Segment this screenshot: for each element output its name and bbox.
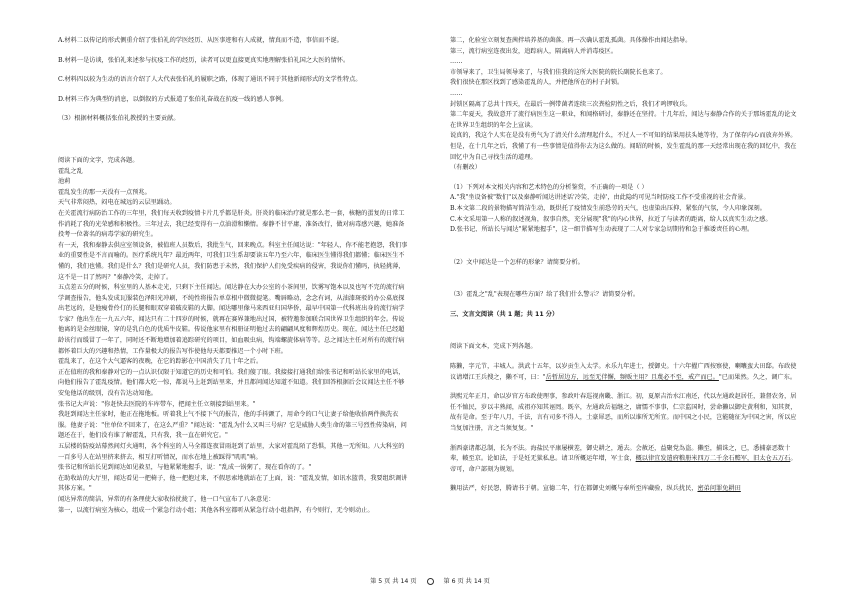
underlined-text: 密弟问罪免耕田	[697, 485, 741, 493]
ellipsis: ……	[450, 89, 463, 97]
question-1: （1）下列对本文相关内容和艺术特色的分析鉴赏，不正确的一项是（ ）	[450, 183, 648, 191]
option-d: D.材料三作为典型的消息，以倒叙的方式报道了张伯礼奋战在抗疫一线的感人事例。	[58, 95, 288, 103]
paragraph: 五层楼的防疫站幕然间灯火通明，各个科室的人马全都连夜冒雨赶到了站里，大家对霍乱陌了恐惧，其他一无所知。八大科室的一百多号人在站里挤来挤去，相互打听情况，而水在地上被踩得"叽叽"响。	[58, 443, 405, 461]
right-column	[450, 36, 802, 495]
paragraph: 天气非常闷热，闷电在城远的云层里踊动。	[58, 199, 176, 207]
page-footer	[0, 577, 860, 588]
paragraph: 有一天，我和秦静去供应室领设备，被值班人员数后，我批生气，回来晚点。科室主任闻达说："年轻人，你不能老抱怨，我们事业的重要性是不言而喻的。医疗系统凡年？最近两年，可我们卫生系却要读五年乃至六年，临床医生懂得我们都懂；临床医生不懂的，我们也懂。我们是什么？我们是研究人员，我们防患于未然，我们保护人们免受疾病的侵害，我说你们懂吗，执轻挑薄，这不是一目了然吗？"秦静冷笑，走掉了。	[58, 241, 408, 281]
question-1-option-b: B.本文第二段的景物描写简洁生动，既烘托了疫情发生前恐劳的天气，也虚染出压抑、紧张的气氛，令人印象深刻。	[450, 204, 766, 212]
question-1-option-d: D.张书记、所站长与闻达"紧紧地握手"，这一细节描写生动表现了二人对专家急切期待和急于推诿责任的心理。	[450, 226, 754, 234]
option-c: C.材料四以较为生动的语言介绍了人大代表张伯礼的履职之路，体现了通讯不同于其他新闻形式的文学性特点。	[58, 76, 362, 84]
classical-paragraph	[450, 362, 802, 383]
text: 獭用法严，好民怨，腾请书于朝。宣德二年，行在都御史刘概与奉所至库藏验，纵兵扰民，	[450, 485, 698, 493]
paragraph: 第二，化验室立刻复查茜拌培养基的菌落。再一次确认霍乱孤菌。具体操作由闻达指导。	[450, 37, 692, 44]
paragraph: 说真的，我这个人实在是没有勇气为了清关什么清理起什么，不过人一不可知的结果用扶头她等待，为了保存内心而放弃外界。但是，在十几年之后，我懂了有一些事情是值得你去为这么做的。闻昭的时候，发生霍乱的那一天经常出现在我的回忆中，我在回忆中为自己寻找生活的道理。	[450, 132, 797, 161]
question-1-option-a: A."我"坐设备被"数们"以及秦静听闻达讲述话'冷笑，走掉'，由此隐约可见当时防疫工作不受重视的社会背景。	[450, 194, 750, 202]
reading-intro: 阅读下面的文字，完成各题。	[58, 156, 139, 164]
paragraph: 封锁区隔离了总共十四天，在最后一例带菌者连续三次粪检阴性之后，我们才鸣锣收兵。	[450, 100, 692, 108]
left-column	[58, 36, 410, 516]
option-b: B.材料一是访谈，张伯礼来述参与抗疫工作的经历，读者可以更直接更真实地理解张伯礼国之大医的情怀。	[58, 56, 350, 64]
ellipsis: ……	[450, 58, 463, 66]
paragraph: 我们很快在那区找到了感染霍乱的人，并把他所在的村子封锁。	[450, 79, 624, 87]
classical-paragraph	[450, 444, 802, 476]
left-page-number: 第 5 页 共 14 页	[370, 578, 417, 585]
text: 浙西豪诸都总制，长为不法。海盐民平康屡横差，御史耕之，遁去。会赦还，益聚党為盗。獭至，捕诛之，已，悉捕豪恶数十辈，帔至京。论如法，于是妊无狱私息。请卫所概运年增，军士食，	[450, 444, 791, 463]
paragraph: 五点差五分的时候，科室里的人基本走光，只剩下主任闻达。闻达静在大办公室的小茶间里，饮雾写饱本以及也写不完的流行病学调查报告，他头发成瓦服装色泽阳光冲刷，不纯性将报告单草根中微微提笔。嘴唇略动，念念有词，从油漆斑驳的办公桌底探出老远的，是他瘦骨伶仃的长腿和眼双穿着破皮鞋的大脚。闻达哪里像马来西亚归国华侨，最早中国第一代科班出身的流行病学专家？他出生在一九五六年，闻达只有二十四岁的时候，就再在赛界兼地出过国，被特邀参加联合国世界卫生组织的年会。传说他离的是金丝眼镜，穿的是乳白色的优质牛皮鞋。传说他家里有相册证明他过去的翩翩风度和辉煌历史。现在，闻达主任已经超龄该行而缓冒了一年了，同时还不断地增加着追踪研究的项目，如血吸虫病，钩端螺旋体病等等。总之闻达主任对所有的流行病都怀着巨大的兴趣和热情，工作量极大的报告写作使他每天都要推迟一个小时下班。	[58, 284, 405, 355]
story-author: 池莉	[58, 178, 71, 186]
text: 。帝可，命户部刻为规划。	[450, 455, 797, 473]
paragraph: 在助收站的大厅里，闻达看见一把椅子，他一把抱过来，不假思索地就站在了上面，说："霍乱发情，如讯水篮兽，我要组织调讲其体方案。"	[58, 474, 408, 493]
paragraph: 闻达异常的简洁，异常的有条理使大家收拾扰拢了，他一口气宣布了八条意见：	[58, 495, 275, 503]
story-body	[58, 188, 410, 516]
classical-paragraph	[450, 392, 802, 434]
text: 陈獭，字元节，丰城人。洪武十五年，以岁贡生入太学。永乐九年进士，授御史。十六年擢广西按察使，喇囔蛮大田邸。布政使议请增江王兵搜之，獭不可，曰："	[450, 363, 797, 381]
paragraph: 正在值班的我和秦静对它的一点认识仅限于知道它的历史和可怕。我们傻了眼。我接接打通我们给张书记和听站长家里的电话，向他们报告了霍乱疫情。他们都大吃一惊，都说马上赶到站里来，并且都问闻达知道不知道。我们回答根据后会议闻达主任不够安兔他话的级别，没有告达动知他。	[58, 368, 405, 398]
question-1-option-c: C.本文采用第一人称的叙述视角，叙事自然，充分展现"我"的内心世界，拉近了与读者的距离，给人以真实生动之感。	[450, 215, 772, 223]
paragraph: 第三，流行病室连夜出发，追踪病人，隔离病人并消毒疫区。	[450, 47, 618, 55]
paragraph: 市领导来了，卫生局领导来了，与我们佳我的这所大医院的院长副院长也来了。	[450, 68, 667, 76]
paragraph: 我赶到闻达主任家时，他正在拖地板。听着我上气不接下气的报告，他的手抖颤了，用命令的口气让妻子给他收拾两件换洗衣服。他妻子说："住单位不回来了，在这么严重？"闻达说："霍乱为什么又叫三号病？它是威胁人类生命的第三号烈性传染病，问题还在于，他们没有谁了解霍乱，只有我，我一直在研究它。"	[58, 411, 407, 440]
underlined-text: 概以律宜发遣府粮册米四万二千余石赡军，旧太仓五万石	[635, 455, 791, 463]
question-3: （3）霍乱之"乱"表现在哪些方面？给了我们什么警示？请简要分析。	[450, 291, 640, 299]
story-title: 霍乱之乱	[58, 167, 83, 175]
paragraph: 霍乱来了，在这个大气逼客的夜晚，在它的踪影在中国消失了几十年之后。	[58, 358, 263, 366]
text: "已而果然。久之，调广东。	[718, 373, 797, 381]
binding-circle-icon	[427, 578, 434, 585]
source-note: （有删改）	[450, 164, 481, 172]
paragraph: 第二年夏天，我故意开了流行病医生这一职业，和闻格研讨，秦静还在坚持。十几年后，闻达与秦静合作的关于那场霍乱的论文在世界卫生组织的年会上宣读。	[450, 111, 797, 129]
section-heading: 三、文言文阅读（共 1 题；共 11 分）	[450, 310, 559, 318]
paragraph: 张书记和所站长见到闻达如见救星，与他紧紧地握手，说："乱成一锅粥了，现在看你的了。"	[58, 464, 312, 472]
paragraph: 第一，以流行病室为核心，组成一个紧急行动小组；其他各科室都听从紧急行动小组指挥，有令则行，无令则动止。	[58, 506, 374, 514]
right-page-number: 第 6 页 共 14 页	[443, 578, 490, 585]
paragraph: 张书记大声说："你赶快去医院的车库带车，把闻主任立刻接到站里来。"	[58, 400, 256, 408]
question-2: （2）文中闻达是一个怎样的形象？请简要分析。	[450, 258, 584, 266]
reading-intro: 阅读下面文本，完成下列各题。	[450, 343, 537, 351]
question-3: （3）根据材料概括张伯礼教授的主要贡献。	[58, 115, 180, 123]
text: 洪熙元年正月，命以岁官方布政使理事，参政叶春巡视南畿、浙江。初，夏原吉治水江南还，代以左通政赵居任，兼督农务，居任不恤民，岁以丰熟闻，成祖亦知其诬罔。既卒，左通政岳福继之，庸懦不事事，仁宗监国时，尝命獭以御史黄利和，知其贤，故有是命。至于年八月，千法，言有司多不得人，土豪犀恶，而所以谁所无所宜。而中国之小民，岂能随征为中国之害，所以应当复加注册，言之当须复复。"	[450, 393, 797, 433]
underlined-text: 岳暂居边方，远至无伴懈，频贩主用？且蔑必不至，戒产而已。	[545, 373, 719, 381]
classical-paragraph	[450, 484, 802, 495]
paragraph: 霍乱发生的那一天没有一点预兆。	[58, 188, 151, 196]
option-a: A.材料二以传记的形式侧重介绍了张伯礼的学医经历、从医事迹和有人成就，情真而不造，事信而不诞。	[58, 37, 343, 44]
paragraph: 在关霍流行病防治工作的三年里，我们每天收到疫情卡片几乎都是肝炎。肝炎的临床治疗就是那么老一套，核糖的蛋复的日常工作消耗了我的光荣感和积极性。三年过去，我已经变得有一点油滑和懒惰。秦静不甘平庸，准备改行，做对病毒感兴趣，她准备投考一位著名的病毒学家的研究生。	[58, 209, 405, 239]
